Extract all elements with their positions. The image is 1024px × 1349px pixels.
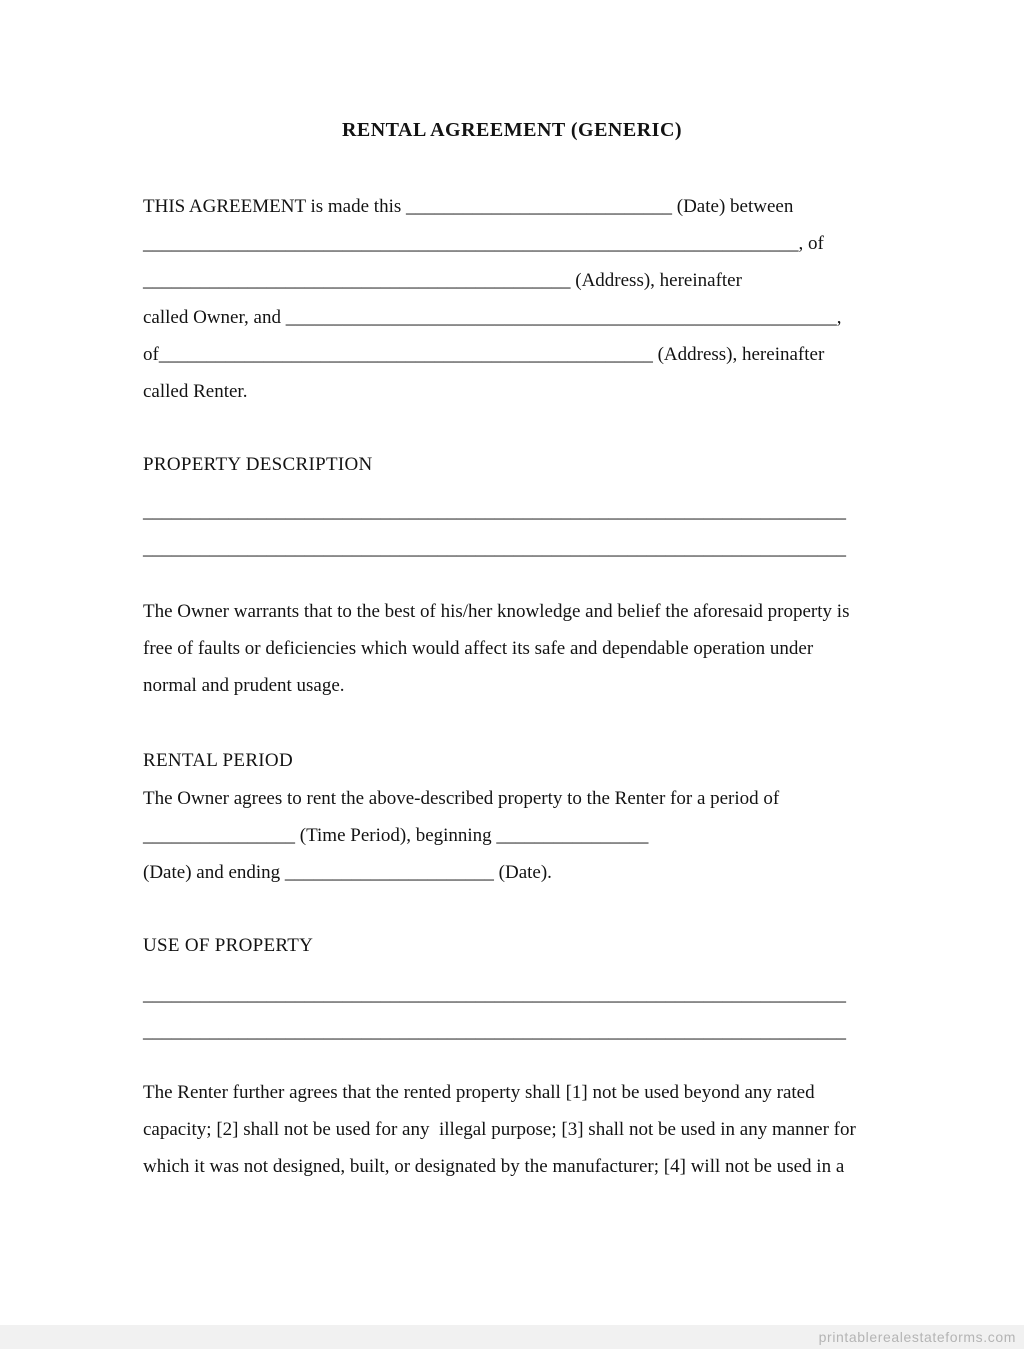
section-heading-use-of-property: USE OF PROPERTY (143, 935, 314, 956)
renter-terms-line-1: The Renter further agrees that the rented property shall [1] not be used beyond any rated (143, 1082, 815, 1103)
rental-period-line-3: (Date) and ending ______________________ (Date). (143, 862, 552, 883)
footer-watermark-bar (0, 1325, 1024, 1349)
section-heading-property-description: PROPERTY DESCRIPTION (143, 454, 373, 475)
intro-line-2: _____________________________________________________________________, of (143, 233, 824, 254)
rental-period-line-2: ________________ (Time Period), beginning ________________ (143, 825, 649, 846)
intro-line-6: called Renter. (143, 381, 248, 402)
rental-period-paragraph (143, 780, 903, 891)
renter-terms-line-3: which it was not designed, built, or designated by the manufacturer; [4] will not be used in a (143, 1156, 845, 1177)
footer-watermark-text: printablerealestateforms.com (818, 1329, 1016, 1345)
rental-period-line-1: The Owner agrees to rent the above-described property to the Renter for a period of (143, 788, 780, 809)
warranty-paragraph (143, 593, 903, 704)
section-heading-rental-period: RENTAL PERIOD (143, 750, 293, 771)
document-title: RENTAL AGREEMENT (GENERIC) (341, 119, 683, 141)
use-of-property-blank-line-1: __________________________________________________________________________ (143, 984, 846, 1005)
property-description-blank-line-2: __________________________________________________________________________ (143, 538, 846, 559)
use-of-property-blank-line-2: __________________________________________________________________________ (143, 1021, 846, 1042)
warranty-line-3: normal and prudent usage. (143, 675, 345, 696)
intro-line-3: _____________________________________________ (Address), hereinafter (143, 270, 742, 291)
warranty-line-2: free of faults or deficiencies which would affect its safe and dependable operation under (143, 638, 814, 659)
renter-terms-paragraph (143, 1074, 903, 1185)
warranty-line-1: The Owner warrants that to the best of his/her knowledge and belief the aforesaid property is (143, 601, 850, 622)
intro-line-1: THIS AGREEMENT is made this ____________________________ (Date) between (143, 196, 794, 217)
renter-terms-line-2: capacity; [2] shall not be used for any illegal purpose; [3] shall not be used in any manner for (143, 1119, 856, 1140)
intro-line-4: called Owner, and __________________________________________________________, (143, 307, 842, 328)
property-description-blank-line-1: __________________________________________________________________________ (143, 501, 846, 522)
intro-paragraph (143, 188, 903, 410)
intro-line-5: of____________________________________________________ (Address), hereinafter (143, 344, 825, 365)
